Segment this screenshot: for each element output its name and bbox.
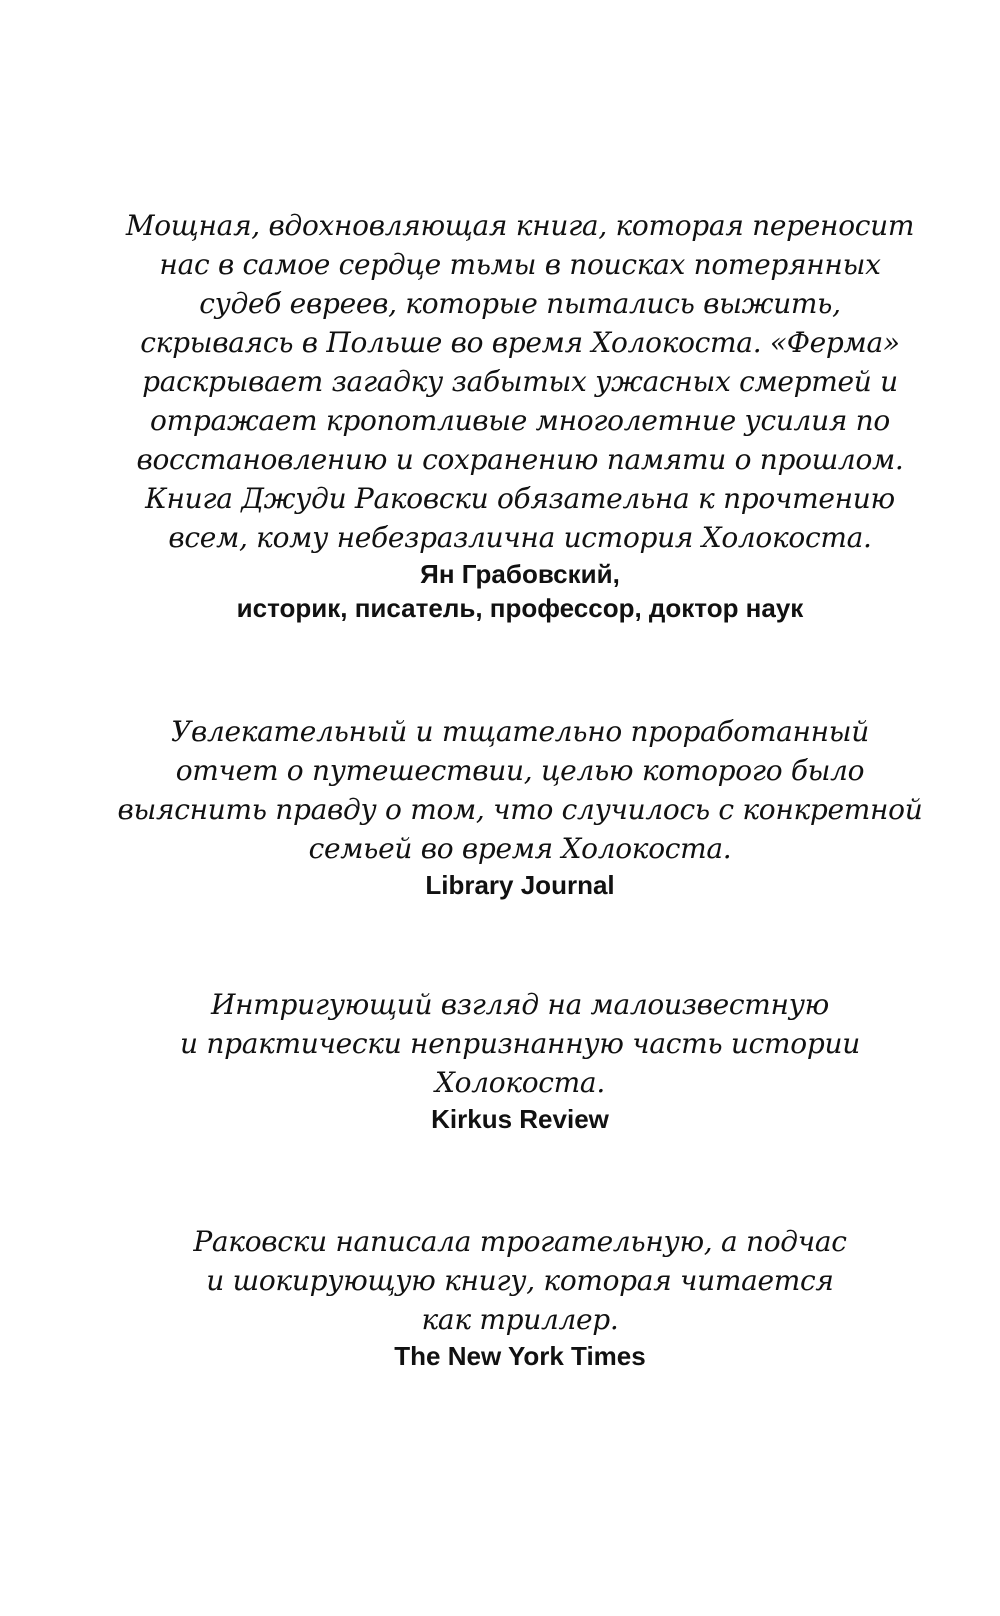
quote-line: Холокоста. <box>435 1066 605 1099</box>
quote-line: Раковски написала трогательную, а подчас <box>193 1225 847 1258</box>
quote-line: семьей во время Холокоста. <box>308 832 732 865</box>
quote-line: нас в самое сердце тьмы в поисках потерянных <box>159 248 881 281</box>
review-blurb <box>100 712 940 902</box>
quote-line: всем, кому небезразлична история Холокоста. <box>168 521 872 554</box>
quote-line: выяснить правду о том, что случилось с конкретной <box>117 793 923 826</box>
review-blurb <box>100 206 940 625</box>
quote-line: Мощная, вдохновляющая книга, которая переносит <box>125 209 915 242</box>
quote-line: Книга Джуди Раковски обязательна к прочтению <box>145 482 895 515</box>
quote-line: отчет о путешествии, целью которого было <box>175 754 865 787</box>
attribution-line: Kirkus Review <box>431 1104 609 1134</box>
quote-line: как триллер. <box>421 1303 619 1336</box>
quote-line: восстановлению и сохранению памяти о прошлом. <box>136 443 904 476</box>
quote-line: Интригующий взгляд на малоизвестную <box>210 988 829 1021</box>
review-blurb <box>100 985 940 1136</box>
quote-line: и практически непризнанную часть истории <box>180 1027 860 1060</box>
attribution-line: The New York Times <box>394 1341 646 1371</box>
attribution-line: Ян Грабовский, <box>420 559 620 589</box>
quote-line: судеб евреев, которые пытались выжить, <box>199 287 841 320</box>
quote-line: Увлекательный и тщательно проработанный <box>171 715 869 748</box>
attribution-line: историк, писатель, профессор, доктор наук <box>236 593 804 623</box>
quote-line: и шокирующую книгу, которая читается <box>206 1264 834 1297</box>
review-blurb <box>100 1222 940 1373</box>
attribution-line: Library Journal <box>425 870 615 900</box>
quote-line: отражает кропотливые многолетние усилия по <box>150 404 890 437</box>
quote-line: скрываясь в Польше во время Холокоста. «Ферма» <box>140 326 900 359</box>
quote-line: раскрывает загадку забытых ужасных смертей и <box>142 365 898 398</box>
